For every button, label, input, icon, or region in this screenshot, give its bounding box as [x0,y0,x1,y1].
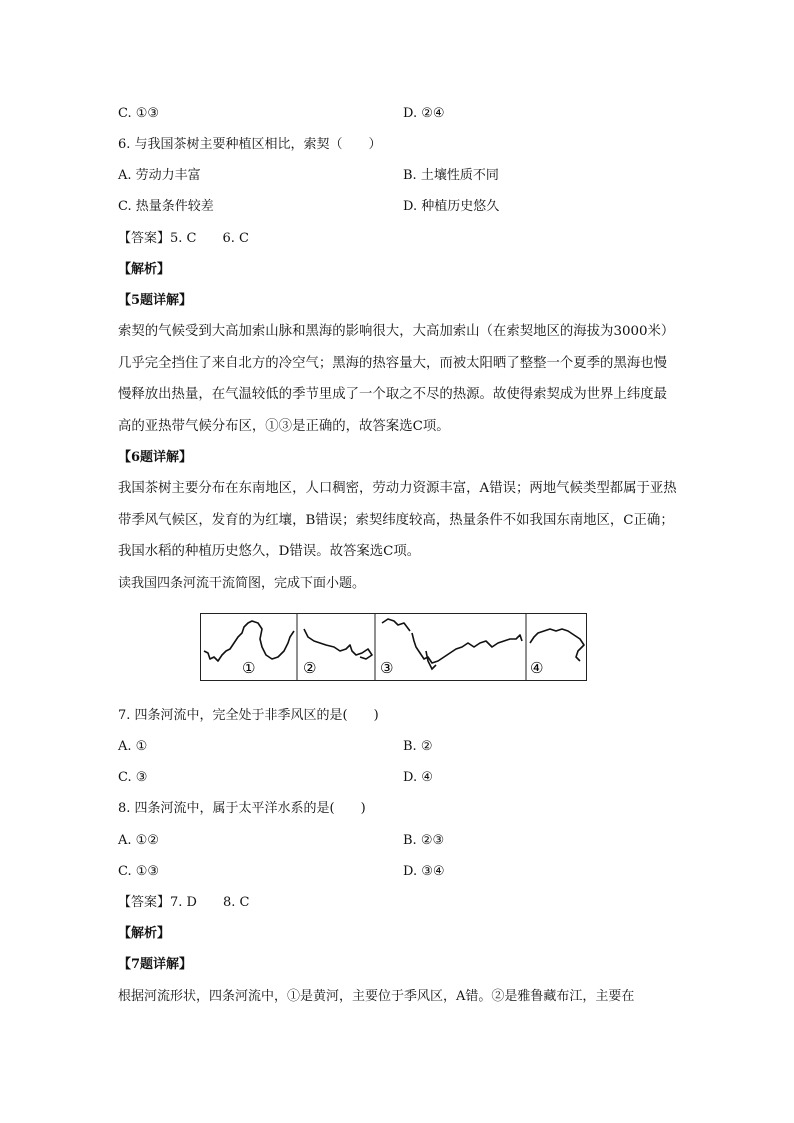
q6-option-c: C. 热量条件较差 [118,199,214,214]
detail-5-heading: 【5题详解】 [118,293,193,308]
river-3-path [382,619,522,663]
q5-option-d: D. ②④ [403,106,445,121]
answer-5-6: 【答案】5. C 6. C [118,231,249,246]
q6-option-a: A. 劳动力丰富 [118,168,201,183]
river-2-path [304,629,372,659]
river-1-label: ① [242,659,256,677]
q6-option-b: B. 土壤性质不同 [403,168,499,183]
q7-option-c: C. ③ [118,770,148,785]
q5-option-c: C. ①③ [118,106,160,121]
river-sketch-figure [200,613,587,681]
q6-question: 6. 与我国茶树主要种植区相比，索契（ ） [118,137,382,152]
q7-option-a: A. ① [118,739,148,754]
q8-option-a: A. ①② [118,833,159,848]
analysis-heading-2: 【解析】 [118,926,171,941]
q8-option-d: D. ③④ [403,864,445,879]
detail-6-heading: 【6题详解】 [118,450,193,465]
q8-option-c: C. ①③ [118,864,160,879]
river-1-path [204,621,294,661]
detail-5-text: 索契的气候受到大高加索山脉和黑海的影响很大，大高加索山（在索契地区的海拔为3000米）几乎完全挡住了来自北方的冷空气；黑海的热容量大，而被太阳晒了整整一个夏季的黑海也慢慢释放出热量，在气温较低的季节里成了一个取之不尽的热源。故使得索契成为世界上纬度最高的亚热带气候分布区，①③是正确的，故答案选C项。 [118,324,675,434]
q7-option-b: B. ② [403,739,433,754]
river-4-label: ④ [530,659,544,677]
river-4-path [530,629,584,661]
intro-7-8: 读我国四条河流干流简图，完成下面小题。 [118,576,366,591]
q7-option-d: D. ④ [403,770,433,785]
q6-option-d: D. 种植历史悠久 [403,199,500,214]
detail-7-heading: 【7题详解】 [118,957,193,972]
detail-6-text: 我国茶树主要分布在东南地区，人口稠密，劳动力资源丰富，A错误；两地气候类型都属于亚热带季风气候区，发育的为红壤，B错误；索契纬度较高，热量条件不如我国东南地区，C正确；我国水稻的种植历史悠久，D错误。故答案选C项。 [118,481,677,559]
q8-option-b: B. ②③ [403,833,445,848]
q8-question: 8. 四条河流中，属于太平洋水系的是( ) [118,801,366,816]
analysis-heading-1: 【解析】 [118,262,171,277]
river-3-label: ③ [380,659,394,677]
detail-7-text: 根据河流形状，四条河流中，①是黄河，主要位于季风区，A错。②是雅鲁藏布江，主要在 [118,989,635,1004]
river-3-delta [426,651,436,669]
river-2-label: ② [303,659,317,677]
q7-question: 7. 四条河流中，完全处于非季风区的是( ) [118,708,379,723]
answer-7-8: 【答案】7. D 8. C [118,895,250,910]
